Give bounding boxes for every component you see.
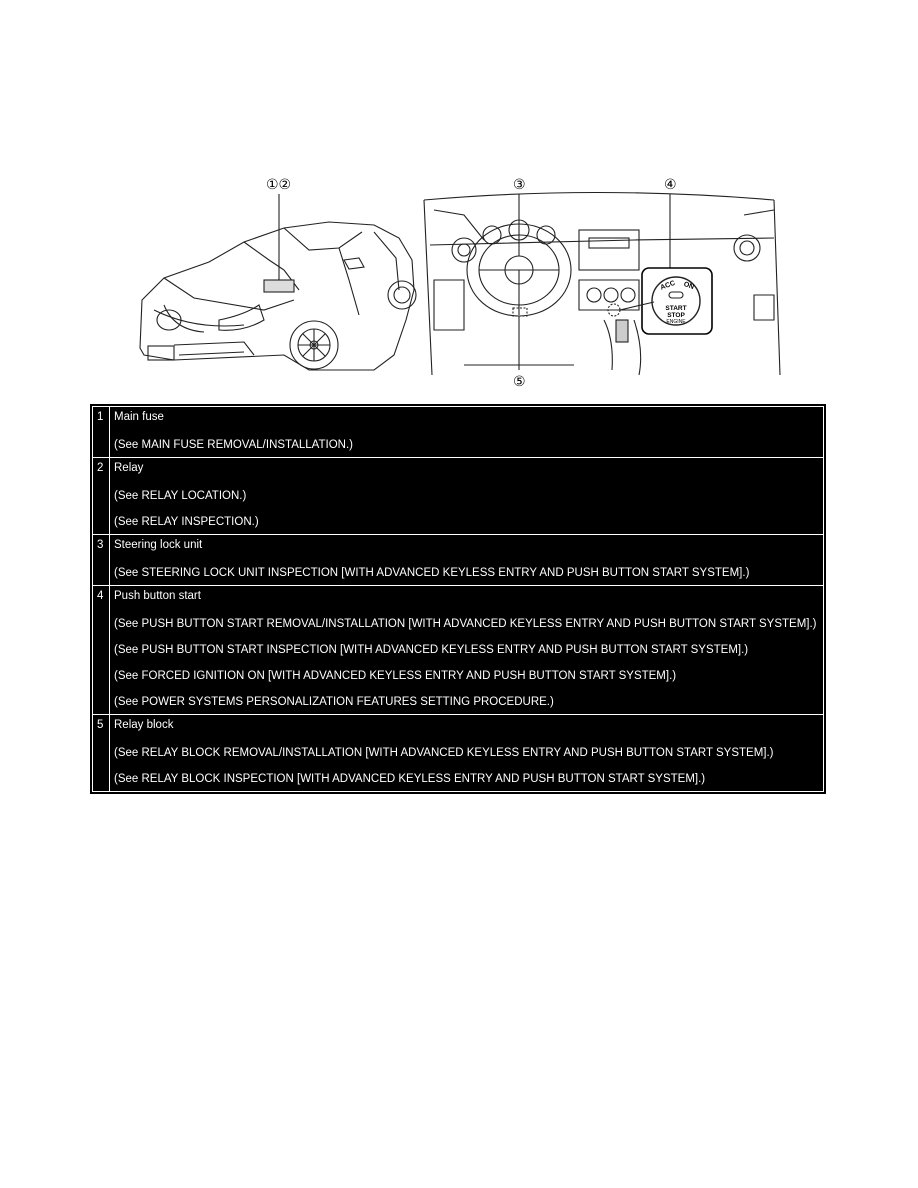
reference-link[interactable]: (See MAIN FUSE REMOVAL/INSTALLATION.)	[114, 439, 353, 451]
item-number: 3	[93, 535, 110, 586]
reference-link[interactable]: (See PUSH BUTTON START REMOVAL/INSTALLATION [WITH ADVANCED KEYLESS ENTRY AND PUSH BUTTON START SYSTEM].)	[114, 618, 817, 630]
location-illustration	[134, 170, 784, 392]
reference-link[interactable]: (See FORCED IGNITION ON [WITH ADVANCED KEYLESS ENTRY AND PUSH BUTTON START SYSTEM].)	[114, 670, 677, 682]
component-location-figure	[134, 170, 784, 392]
component-table	[90, 404, 826, 794]
reference-link[interactable]: (See RELAY LOCATION.)	[114, 490, 247, 502]
item-name: Main fuse	[114, 411, 164, 423]
item-number: 4	[93, 586, 110, 715]
reference-link[interactable]: (See PUSH BUTTON START INSPECTION [WITH ADVANCED KEYLESS ENTRY AND PUSH BUTTON START SYSTEM].)	[114, 644, 749, 656]
callout-5: ⑤	[513, 374, 526, 390]
item-details	[110, 715, 823, 791]
ignition-stop-label: STOP	[667, 312, 685, 319]
table-row	[93, 715, 823, 791]
item-number: 1	[93, 407, 110, 458]
reference-link[interactable]: (See RELAY BLOCK INSPECTION [WITH ADVANCED KEYLESS ENTRY AND PUSH BUTTON START SYSTEM].)	[114, 773, 706, 785]
table-row	[93, 458, 823, 535]
item-name: Steering lock unit	[114, 539, 203, 551]
item-number: 5	[93, 715, 110, 791]
ignition-on-label: ON	[682, 280, 695, 292]
table-body	[93, 407, 823, 791]
ignition-engine-label: ENGINE	[666, 319, 686, 325]
reference-link[interactable]: (See RELAY INSPECTION.)	[114, 516, 259, 528]
car-illustration	[140, 194, 416, 370]
ignition-acc-label: ACC	[659, 279, 677, 292]
item-name: Push button start	[114, 590, 201, 602]
ignition-start-label: START	[665, 305, 687, 312]
table-row	[93, 535, 823, 586]
table-row	[93, 407, 823, 458]
reference-link[interactable]: (See POWER SYSTEMS PERSONALIZATION FEATURES SETTING PROCEDURE.)	[114, 696, 554, 708]
table-row	[93, 586, 823, 715]
item-details	[110, 407, 823, 458]
dashboard-illustration	[424, 193, 780, 376]
callout-3: ③	[513, 177, 526, 193]
item-details	[110, 458, 823, 535]
item-number: 2	[93, 458, 110, 535]
item-name: Relay	[114, 462, 144, 474]
item-name: Relay block	[114, 719, 174, 731]
item-details	[110, 586, 823, 715]
callout-1-2: ①②	[266, 177, 292, 193]
callout-4: ④	[664, 177, 677, 193]
reference-link[interactable]: (See STEERING LOCK UNIT INSPECTION [WITH ADVANCED KEYLESS ENTRY AND PUSH BUTTON START SYSTEM].)	[114, 567, 750, 579]
reference-link[interactable]: (See RELAY BLOCK REMOVAL/INSTALLATION [WITH ADVANCED KEYLESS ENTRY AND PUSH BUTTON START SYSTEM].)	[114, 747, 774, 759]
item-details	[110, 535, 823, 586]
